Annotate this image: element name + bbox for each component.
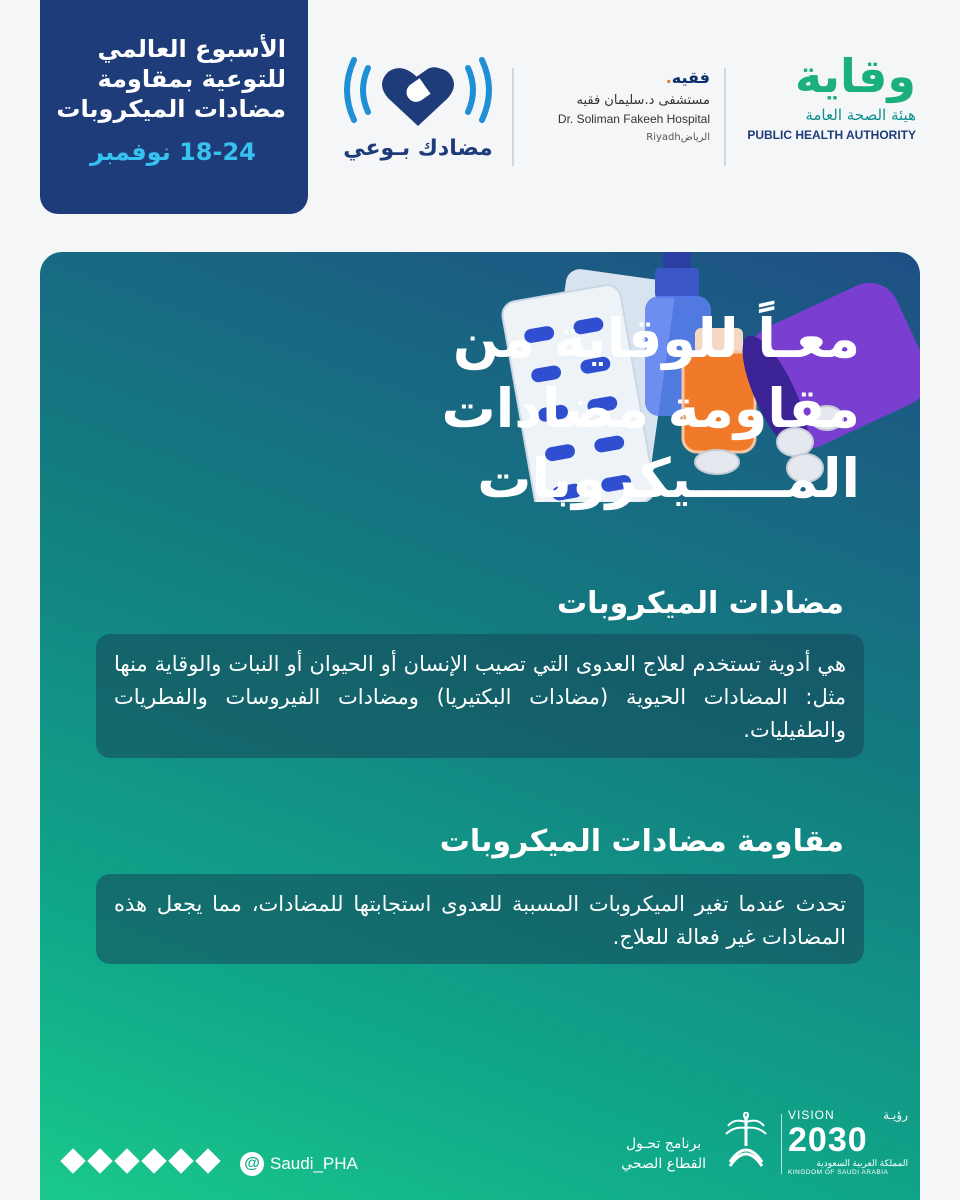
diamond-icon: [141, 1148, 166, 1173]
campaign-dates: 18-24 نوفمبر: [90, 138, 256, 166]
hospital-name-en: Dr. Soliman Fakeeh Hospital: [557, 112, 710, 126]
footer-divider: [781, 1114, 782, 1174]
social-handle-text: Saudi_PHA: [270, 1154, 358, 1173]
diamond-icon: [114, 1148, 139, 1173]
health-program: [621, 1134, 706, 1174]
headline-line: المـــــيكروبات: [477, 447, 860, 510]
campaign-line: مضادات الميكروبات: [56, 95, 286, 123]
info-card: [40, 252, 920, 1200]
headline-line: مقاومة مضادات: [441, 377, 860, 440]
vision-label-ar: رؤيـة: [883, 1108, 908, 1122]
diamond-icon: [87, 1148, 112, 1173]
vision-country-ar: المملكة العربية السعودية: [816, 1158, 908, 1168]
diamond-icon: [195, 1148, 220, 1173]
social-handle[interactable]: [240, 1152, 358, 1176]
campaign-line: للتوعية بمقاومة: [97, 65, 286, 93]
section-body: تحدث عندما تغير الميكروبات المسببة للعدوى استجابتها للمضادات، مما يجعل هذه المضادات غير فعالة للعلاج.: [96, 874, 864, 964]
section-body: هي أدوية تستخدم لعلاج العدوى التي تصيب الإنسان أو الحيوان أو النبات والوقاية منها مثل: المضادات الحيوية (مضادات البكتيريا) ومضادات الفيروسات والفطريات والطفيليات.: [96, 634, 864, 758]
pha-logo: [738, 48, 916, 168]
hospital-city-ar: الرياض: [680, 132, 710, 143]
hospital-city-en: Riyadh: [646, 132, 681, 143]
awareness-logo: [338, 48, 498, 168]
vision-country-en: KINGDOM OF SAUDI ARABIA: [788, 1169, 889, 1176]
hospital-city: [528, 132, 710, 143]
section-title: مقاومة مضادات الميكروبات: [439, 824, 844, 859]
vision-2030-logo: [788, 1108, 908, 1176]
hospital-brand: فقيه.: [665, 68, 710, 87]
hospital-brand-name: فقيه: [671, 68, 710, 87]
program-line: القطاع الصحي: [621, 1156, 706, 1172]
palm-swords-emblem-icon: [722, 1112, 770, 1172]
decorative-diamonds: [64, 1152, 217, 1170]
pha-subtitle-en: PUBLIC HEALTH AUTHORITY: [747, 128, 916, 142]
hospital-logo: [528, 48, 710, 168]
program-line: برنامج تحـول: [625, 1136, 702, 1152]
pha-subtitle-ar: هيئة الصحة العامة: [805, 106, 916, 124]
logo-divider: [512, 68, 514, 166]
vision-label: VISION: [788, 1108, 835, 1122]
campaign-line: الأسبوع العالمي: [97, 35, 286, 63]
headline: [440, 304, 860, 514]
section-title: مضادات الميكروبات: [556, 586, 844, 621]
heart-capsule-icon: [338, 48, 498, 138]
at-icon: @: [240, 1152, 264, 1176]
vision-year: 2030: [788, 1121, 868, 1159]
logo-divider: [724, 68, 726, 166]
headline-line: معـاً للوقاية من: [452, 307, 860, 370]
pha-name: وقاية: [794, 49, 916, 103]
diamond-icon: [168, 1148, 193, 1173]
hospital-name-ar: مستشفى د.سليمان فقيه: [576, 93, 710, 108]
diamond-icon: [60, 1148, 85, 1173]
awareness-logo-text: مضادك بـوعي: [343, 136, 493, 161]
campaign-banner: [40, 0, 308, 214]
